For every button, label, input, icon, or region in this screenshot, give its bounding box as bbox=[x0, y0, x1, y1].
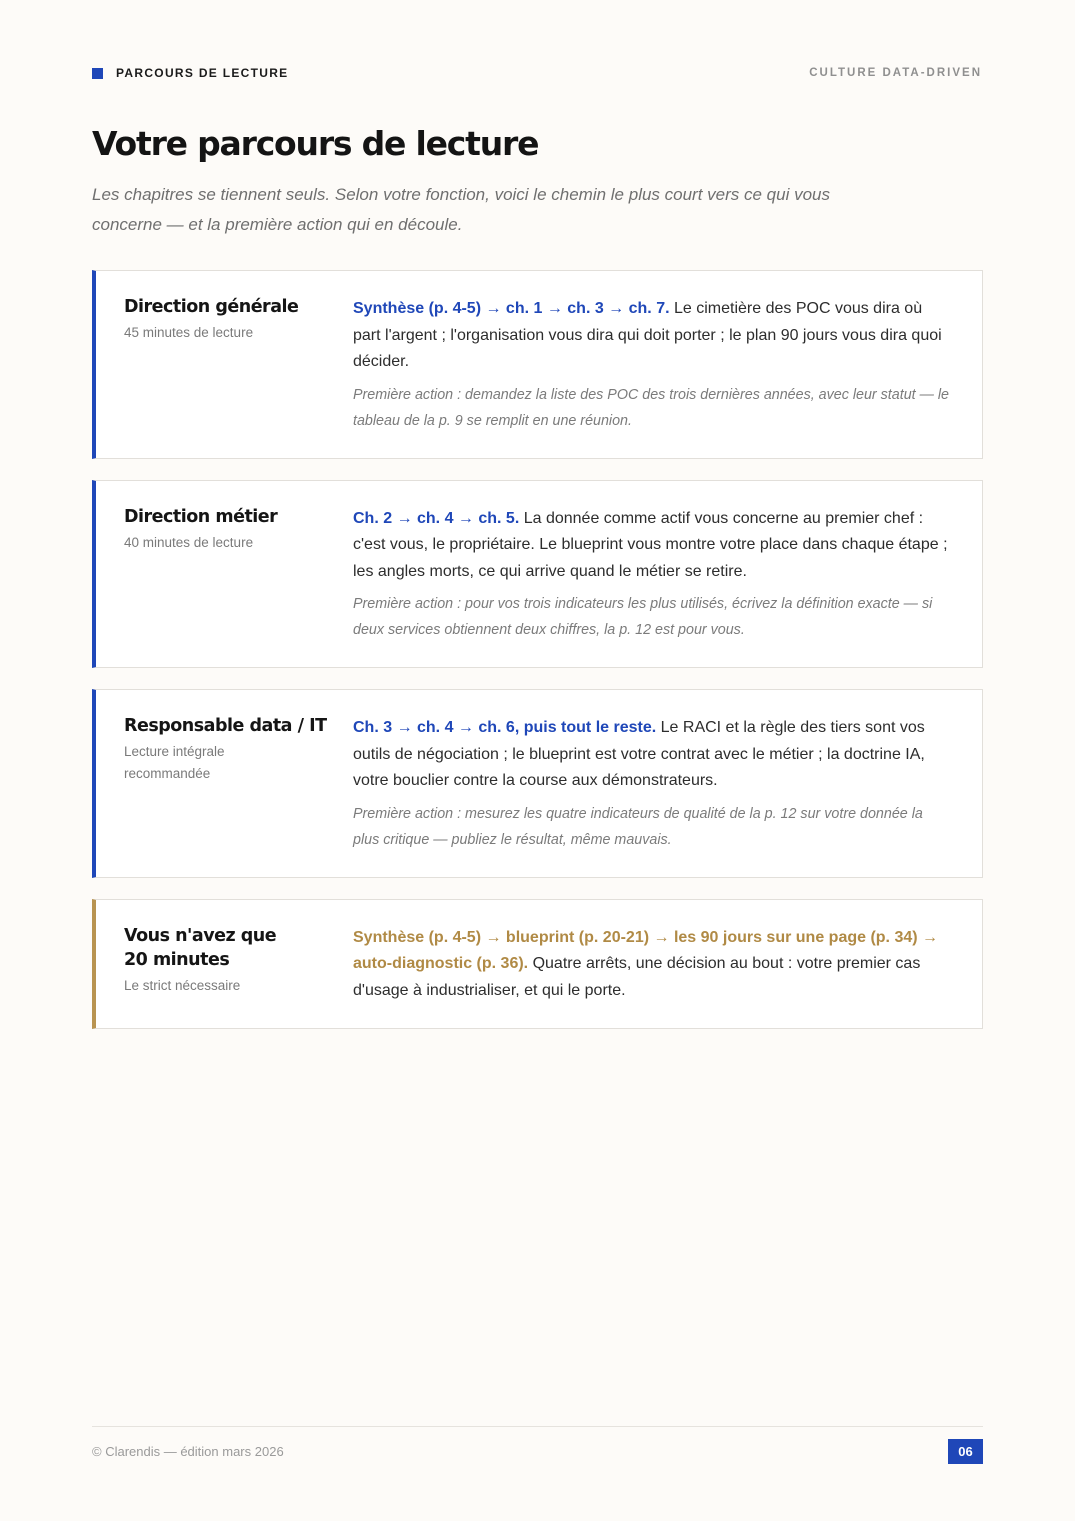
card-title: Direction générale bbox=[124, 297, 299, 317]
page-footer bbox=[92, 1426, 983, 1464]
card-text: Quatre arrêts, une décision au bout : votre premier cas d'usage à industrialiser, et qui le porte. bbox=[353, 955, 921, 999]
reading-time: 40 minutes de lecture bbox=[124, 534, 254, 550]
card-responsable-data-it bbox=[92, 689, 983, 878]
card-description bbox=[353, 925, 952, 1005]
reading-path: Synthèse (p. 4-5) → ch. 1 → ch. 3 → ch. 7. bbox=[353, 300, 670, 317]
card-body bbox=[353, 714, 952, 853]
card-body bbox=[353, 505, 952, 644]
card-title: Vous n'avez que 20 minutes bbox=[124, 925, 277, 970]
card-body bbox=[353, 295, 952, 434]
copyright: © Clarendis — édition mars 2026 bbox=[92, 1444, 284, 1459]
reading-paths bbox=[92, 270, 983, 1050]
card-description bbox=[353, 715, 952, 795]
first-action: Première action : pour vos trois indicateurs les plus utilisés, écrivez la définition exacte — si deux services obtiennent deux chiffres, la p. 12 est pour vous. bbox=[353, 596, 933, 638]
first-action: Première action : mesurez les quatre indicateurs de qualité de la p. 12 sur votre donnée la plus critique — publiez le résultat, même mauvais. bbox=[353, 805, 923, 848]
card-text: Le cimetière des POC vous dira où part l'argent ; l'organisation vous dira qui doit porter ; le plan 90 jours vous dira quoi décider. bbox=[353, 300, 942, 370]
card-heading bbox=[96, 924, 353, 1005]
reading-time: 45 minutes de lecture bbox=[124, 325, 254, 340]
reading-time: Lecture intégrale recommandée bbox=[124, 744, 225, 781]
card-direction-metier bbox=[92, 480, 983, 669]
reading-path: Synthèse (p. 4-5) → blueprint (p. 20-21) → les 90 jours sur une page (p. 34) → auto-diagnostic (p. 36). bbox=[353, 928, 939, 972]
card-text: Le RACI et la règle des tiers sont vos outils de négociation ; le blueprint est votre contrat avec le métier ; la doctrine IA, votre bouclier contre la course aux démonstrateurs. bbox=[353, 719, 925, 789]
first-action: Première action : demandez la liste des POC des trois dernières années, avec leur statut — le tableau de la p. 9 se remplit en une réunion. bbox=[353, 386, 949, 429]
page-header bbox=[92, 66, 982, 80]
card-text: La donnée comme actif vous concerne au premier chef : c'est vous, le propriétaire. Le blueprint vous montre votre place dans chaque étape ; les angles morts, ce qui arrive quand le métier se retire. bbox=[353, 509, 948, 580]
card-heading bbox=[96, 714, 353, 853]
card-direction-generale bbox=[92, 270, 983, 459]
card-heading bbox=[96, 505, 353, 644]
reading-time: Le strict nécessaire bbox=[124, 977, 241, 993]
section-marker bbox=[92, 66, 289, 80]
card-description bbox=[353, 506, 952, 586]
reading-path: Ch. 2 → ch. 4 → ch. 5. bbox=[353, 509, 520, 527]
section-square-icon bbox=[92, 68, 103, 79]
card-description bbox=[353, 296, 952, 376]
card-body bbox=[353, 924, 952, 1005]
page-number-badge: 06 bbox=[948, 1439, 983, 1464]
card-heading bbox=[96, 295, 353, 434]
page-title: Votre parcours de lecture bbox=[92, 124, 539, 163]
intro-text: Les chapitres se tiennent seuls. Selon votre fonction, voici le chemin le plus court vers ce qui vous concerne — et la première action qui en découle. bbox=[92, 185, 830, 234]
card-title: Direction métier bbox=[124, 506, 278, 527]
card-title: Responsable data / IT bbox=[124, 716, 327, 736]
card-vingt-minutes bbox=[92, 899, 983, 1030]
section-label: PARCOURS DE LECTURE bbox=[116, 66, 289, 80]
reading-path: Ch. 3 → ch. 4 → ch. 6, puis tout le reste. bbox=[353, 719, 657, 736]
publication-title: CULTURE DATA-DRIVEN bbox=[809, 67, 982, 79]
